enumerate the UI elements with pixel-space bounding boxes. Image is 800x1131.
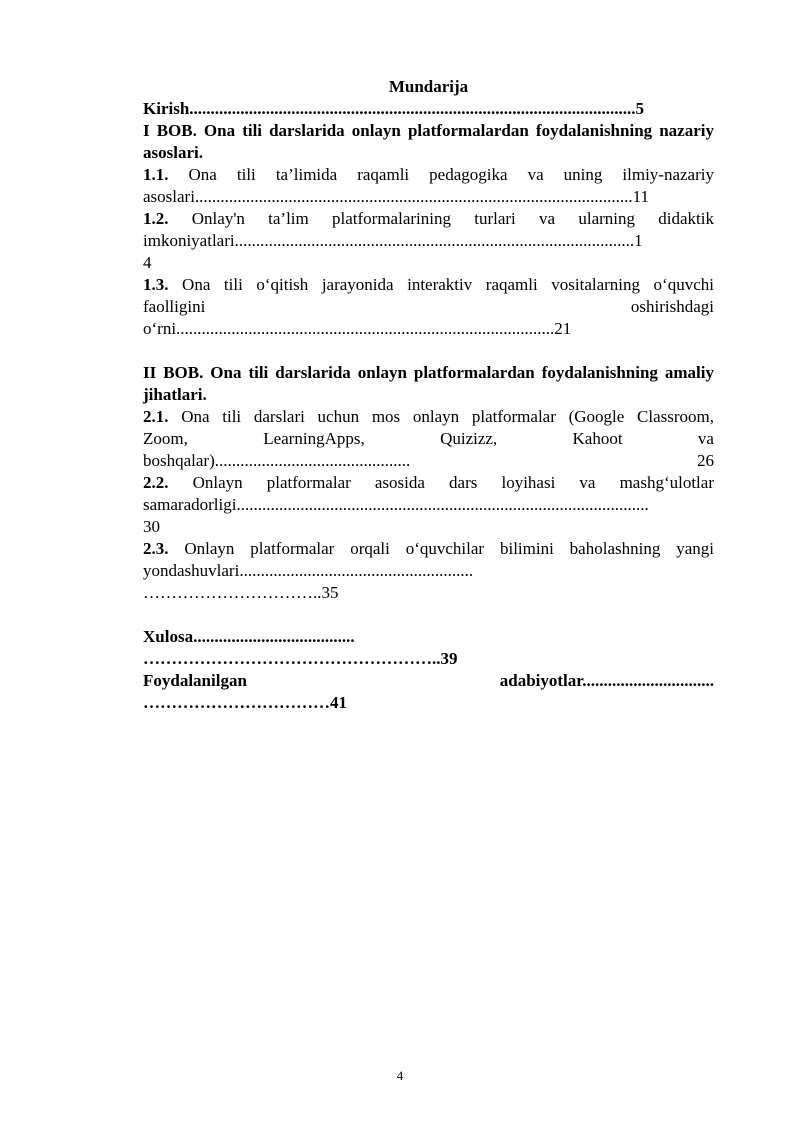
chapter-2-title: II BOB. Ona tili darslarida onlayn platformalardan foydalanishning amaliy jihatlari. (143, 363, 714, 404)
table-of-contents (143, 76, 714, 714)
page-number: 4 (396, 1068, 404, 1083)
section-text-cont: yondashuvlari....................................................... (143, 561, 474, 580)
section-text-cont: asoslari.......................................................................................................11 (143, 187, 650, 206)
section-number: 1.1. (143, 165, 169, 184)
toc-entry-1-2 (143, 208, 714, 274)
toc-entry-2-2 (143, 472, 714, 538)
section-page-cont: 30 (143, 517, 160, 536)
section-number: 1.2. (143, 209, 169, 228)
toc-entry-foydalanilgan (143, 670, 714, 714)
section-word: LearningApps, (263, 429, 365, 448)
toc-entry-2-3 (143, 538, 714, 604)
toc-entry-1-3 (143, 274, 714, 340)
section-text: Onlay'n ta’lim platformalarining turlari va ularning didaktik (168, 209, 714, 228)
foydalanilgan-text: Foydalanilgan (143, 671, 247, 690)
xulosa-text: Xulosa...................................... (143, 627, 355, 646)
toc-entry-2-1 (143, 406, 714, 472)
section-page-cont: 4 (143, 253, 152, 272)
xulosa-page: ……………………………………………..39 (143, 649, 458, 668)
toc-title: Mundarija (388, 77, 469, 96)
section-text: Ona tili darslari uchun mos onlayn platformalar (Google Classroom, (168, 407, 714, 426)
section-text-cont: oshirishdagi (630, 297, 714, 316)
foydalanilgan-page: ……………………………41 (143, 693, 347, 712)
section-text-cont: o‘rni.........................................................................................21 (143, 319, 572, 338)
toc-entry-kirish: Kirish.........................................................................................................5 (143, 99, 645, 118)
section-word: Zoom, (143, 429, 188, 448)
section-word: Quizizz, (440, 429, 498, 448)
section-word: Kahoot (572, 429, 623, 448)
section-number: 2.1. (143, 407, 169, 426)
section-page: 26 (697, 451, 714, 470)
toc-entry-1-1 (143, 164, 714, 208)
section-page-cont: …………………………..35 (143, 583, 339, 602)
section-number: 2.3. (143, 539, 169, 558)
section-number: 2.2. (143, 473, 169, 492)
section-text: Onlayn platformalar orqali o‘quvchilar bilimini baholashning yangi (168, 539, 714, 558)
section-text-cont: boshqalar).............................................. (143, 451, 411, 470)
chapter-1-title: I BOB. Ona tili darslarida onlayn platformalardan foydalanishning nazariy asoslari. (143, 121, 714, 162)
section-text-cont: faolligini (143, 297, 206, 316)
section-text-cont: imkoniyatlari..............................................................................................1 (143, 231, 643, 250)
section-word: va (697, 429, 714, 448)
adabiyotlar-text: adabiyotlar............................... (499, 671, 714, 690)
section-number: 1.3. (143, 275, 169, 294)
section-text: Onlayn platformalar asosida dars loyihasi va mashg‘ulotlar (168, 473, 714, 492)
toc-entry-xulosa (143, 626, 714, 670)
section-text-cont: samaradorligi................................................................................................. (143, 495, 649, 514)
section-text: Ona tili ta’limida raqamli pedagogika va uning ilmiy-nazariy (168, 165, 714, 184)
section-text: Ona tili o‘qitish jarayonida interaktiv raqamli vositalarning o‘quvchi (168, 275, 714, 294)
